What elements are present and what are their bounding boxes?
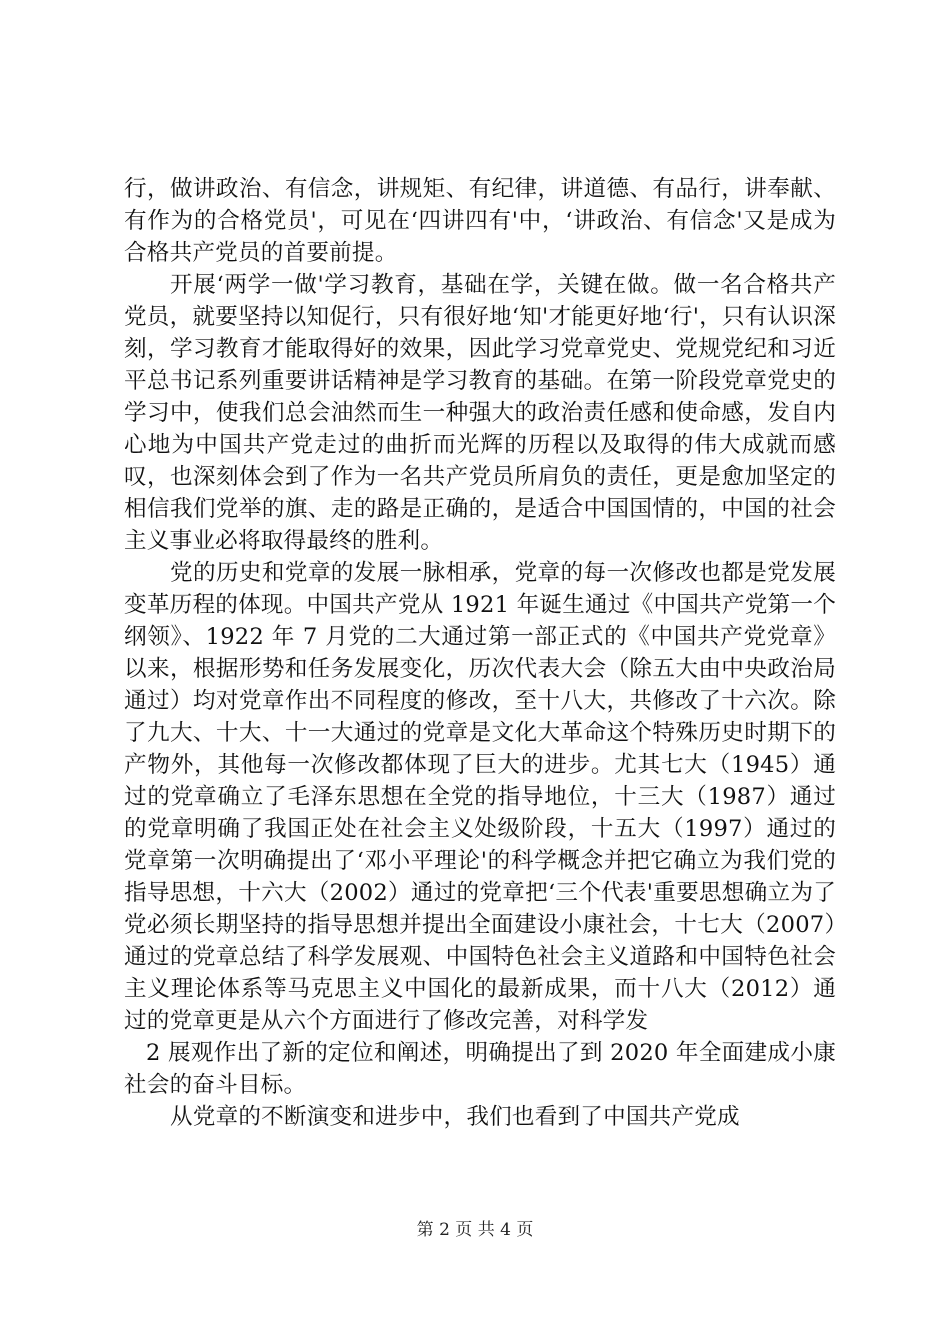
paragraph-party-constitution-history: 党的历史和党章的发展一脉相承，党章的每一次修改也都是党发展变革历程的体现。中国共产党从 1921 年诞生通过《中国共产党第一个纲领》、1922 年 7 月党的二大通过第一部正式的《中国共产党党章》以来，根据形势和任务发展变化，历次代表大会（除五大由中央政治局通过）均对党章作出不同程度的修改，至十八大，共修改了十六次。除了九大、十大、十一大通过的党章是文化大革命这个特殊历史时期下的产物外，其他每一次修改都体现了巨大的进步。尤其七大（1945）通过的党章确立了毛泽东思想在全党的指导地位，十三大（1987）通过的党章明确了我国正处在社会主义处级阶段，十五大（1997）通过的党章第一次明确提出了‘邓小平理论'的科学概念并把它确立为我们党的指导思想，十六大（2002）通过的党章把‘三个代表'重要思想确立为了党必须长期坚持的指导思想并提出全面建设小康社会，十七大（2007）通过的党章总结了科学发展观、中国特色社会主义道路和中国特色社会主义理论体系等马克思主义中国化的最新成果，而十八大（2012）通过的党章更是从六个方面进行了修改完善，对科学发 [124,560,836,1034]
paragraph-closing-start: 从党章的不断演变和进步中，我们也看到了中国共产党成 [170,1104,740,1130]
document-body [124,173,836,1133]
page-footer: 第 2 页 共 4 页 [416,1220,534,1240]
paragraph-scientific-development: 2 展观作出了新的定位和阐述，明确提出了到 2020 年全面建成小康社会的奋斗目标。 [124,1040,836,1098]
paragraph-study-education: 开展‘两学一做'学习教育，基础在学，关键在做。做一名合格共产党员，就要坚持以知促行，只有很好地‘知'才能更好地‘行'，只有认识深刻，学习教育才能取得好的效果，因此学习党章党史、党规党纪和习近平总书记系列重要讲话精神是学习教育的基础。在第一阶段党章党史的学习中，使我们总会油然而生一种强大的政治责任感和使命感，发自内心地为中国共产党走过的曲折而光辉的历程以及取得的伟大成就而感叹，也深刻体会到了作为一名共产党员所肩负的责任，更是愈加坚定的相信我们党举的旗、走的路是正确的，是适合中国国情的，中国的社会主义事业必将取得最终的胜利。 [124,272,836,554]
paragraph-continuation: 行，做讲政治、有信念，讲规矩、有纪律，讲道德、有品行，讲奉献、有作为的合格党员'，可见在‘四讲四有'中，‘讲政治、有信念'又是成为合格共产党员的首要前提。 [124,176,836,266]
